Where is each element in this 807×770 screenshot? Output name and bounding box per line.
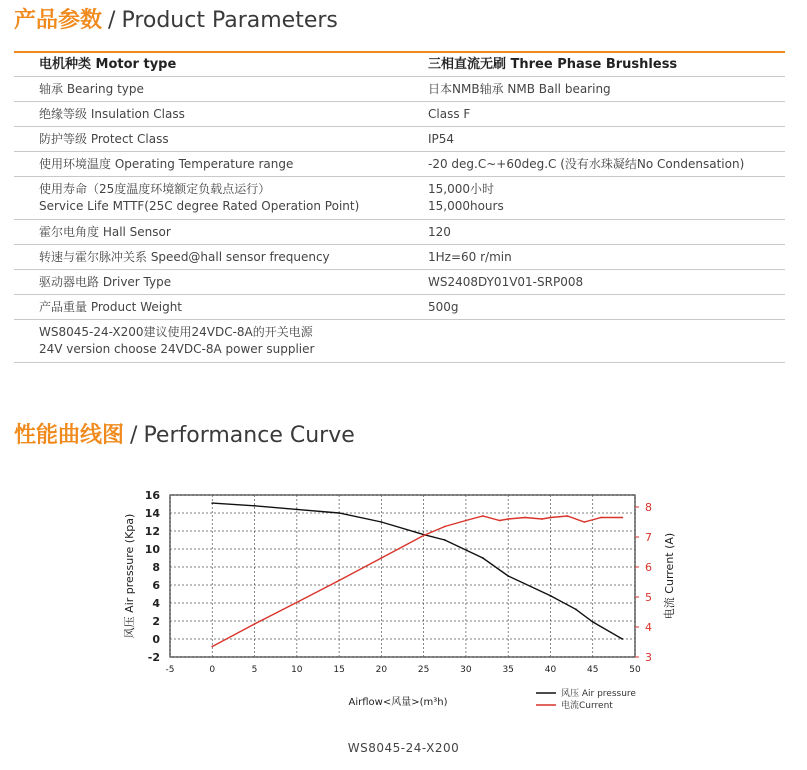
y-tick-label: 4 — [152, 597, 160, 610]
x-tick-label: 30 — [460, 665, 472, 675]
series-line — [212, 516, 622, 647]
y-tick-label: 16 — [144, 489, 160, 502]
x-tick-label: 50 — [629, 665, 641, 675]
y-tick-label: 12 — [144, 525, 160, 538]
data-point — [482, 557, 484, 559]
y-axis-title: 风压 Air pressure (Kpa) — [123, 513, 136, 639]
y2-axis-title: 电流 Current (A) — [663, 532, 676, 620]
y2-tick-label: 8 — [645, 501, 652, 514]
data-point — [621, 517, 623, 519]
data-point — [254, 505, 256, 507]
params-title-en: Product Parameters — [121, 8, 338, 33]
note-line1: WS8045-24-X200建议使用24VDC-8A的开关电源 — [39, 325, 313, 339]
row-label: 轴承 Bearing type — [14, 77, 419, 102]
x-tick-label: 20 — [375, 665, 388, 675]
row-label: 霍尔电角度 Hall Sensor — [14, 220, 419, 245]
header-label: 电机种类 Motor type — [14, 52, 419, 77]
data-point — [338, 512, 340, 514]
data-point — [444, 539, 446, 541]
table-header-row — [14, 52, 785, 77]
row-value: 日本NMB轴承 NMB Ball bearing — [419, 77, 785, 102]
model-caption: WS8045-24-X200 — [347, 741, 460, 755]
data-point — [211, 646, 213, 648]
y-tick-label: 2 — [152, 615, 160, 628]
table-row — [14, 102, 785, 127]
y-tick-label: 8 — [152, 561, 160, 574]
row-label — [14, 177, 419, 220]
data-point — [499, 520, 501, 522]
row-value: IP54 — [419, 127, 785, 152]
x-tick-label: 0 — [209, 665, 216, 675]
data-point — [550, 517, 552, 519]
curve-section-title — [14, 423, 355, 449]
spec-table — [14, 52, 785, 363]
row-label: 使用环境温度 Operating Temperature range — [14, 152, 419, 177]
data-point — [575, 608, 577, 610]
data-point — [600, 517, 602, 519]
row-label-line1: 使用寿命（25度温度环境额定负载点运行） — [39, 182, 271, 196]
data-point — [592, 621, 594, 623]
data-point — [550, 595, 552, 597]
y-tick-label: 6 — [152, 579, 160, 592]
legend-label: 风压 Air pressure — [561, 689, 636, 699]
data-point — [583, 521, 585, 523]
table-row — [14, 127, 785, 152]
row-label: 绝缘等级 Insulation Class — [14, 102, 419, 127]
y2-tick-label: 3 — [645, 651, 652, 664]
note-row — [14, 320, 785, 363]
row-label: 驱动器电路 Driver Type — [14, 270, 419, 295]
x-tick-label: 40 — [544, 665, 557, 675]
data-point — [211, 502, 213, 504]
title-separator: / — [108, 8, 116, 33]
x-tick-label: 35 — [502, 665, 514, 675]
data-point — [296, 602, 298, 604]
x-tick-label: 15 — [333, 665, 345, 675]
row-label: 转速与霍尔脉冲关系 Speed@hall sensor frequency — [14, 245, 419, 270]
table-row — [14, 245, 785, 270]
curve-title-en: Performance Curve — [143, 423, 355, 448]
data-point — [507, 575, 509, 577]
data-point — [566, 515, 568, 517]
x-tick-label: 25 — [417, 665, 430, 675]
y-tick-label: -2 — [147, 651, 160, 664]
note-line2: 24V version choose 24VDC-8A power supplier — [39, 342, 315, 356]
y2-tick-label: 7 — [645, 531, 652, 544]
performance-chart — [0, 470, 807, 729]
x-tick-label: 45 — [587, 665, 599, 675]
x-tick-label: 10 — [291, 665, 303, 675]
data-point — [338, 580, 340, 582]
data-point — [380, 521, 382, 523]
y-tick-label: 14 — [144, 507, 160, 520]
data-point — [380, 557, 382, 559]
y-tick-label: 0 — [152, 633, 160, 646]
table-row — [14, 177, 785, 220]
params-title-cn: 产品参数 — [14, 8, 103, 33]
data-point — [423, 535, 425, 537]
plot-frame — [170, 495, 635, 657]
data-point — [621, 638, 623, 640]
curve-title-cn: 性能曲线图 — [14, 423, 125, 448]
series-line — [212, 503, 622, 639]
legend-label: 电流Current — [561, 701, 613, 711]
table-row — [14, 270, 785, 295]
data-point — [444, 526, 446, 528]
data-point — [524, 517, 526, 519]
row-label-line2: Service Life MTTF(25C degree Rated Operation Point) — [39, 199, 360, 213]
table-row — [14, 77, 785, 102]
note-cell — [14, 320, 785, 363]
data-point — [541, 518, 543, 520]
data-point — [254, 623, 256, 625]
row-value: 120 — [419, 220, 785, 245]
row-value: -20 deg.C~+60deg.C (没有水珠凝结No Condensation) — [419, 152, 785, 177]
row-value: 1Hz=60 r/min — [419, 245, 785, 270]
row-value: 500g — [419, 295, 785, 320]
y2-tick-label: 4 — [645, 621, 652, 634]
data-point — [465, 520, 467, 522]
data-point — [296, 509, 298, 511]
performance-chart-svg — [0, 470, 807, 725]
row-value-line2: 15,000hours — [428, 199, 504, 213]
data-point — [482, 515, 484, 517]
header-value: 三相直流无刷 Three Phase Brushless — [419, 52, 785, 77]
title-separator: / — [130, 423, 138, 448]
x-tick-label: 5 — [251, 665, 258, 675]
row-value — [419, 177, 785, 220]
table-row — [14, 220, 785, 245]
row-value: Class F — [419, 102, 785, 127]
params-section-title — [14, 8, 338, 34]
row-label: 产品重量 Product Weight — [14, 295, 419, 320]
row-value: WS2408DY01V01-SRP008 — [419, 270, 785, 295]
table-row — [14, 295, 785, 320]
x-axis-title: Airflow<风量>(m³h) — [348, 697, 448, 708]
y2-tick-label: 5 — [645, 591, 652, 604]
y2-tick-label: 6 — [645, 561, 652, 574]
x-tick-label: -5 — [165, 665, 175, 675]
table-row — [14, 152, 785, 177]
y-tick-label: 10 — [144, 543, 160, 556]
data-point — [507, 518, 509, 520]
row-value-line1: 15,000小时 — [428, 182, 494, 196]
row-label: 防护等级 Protect Class — [14, 127, 419, 152]
